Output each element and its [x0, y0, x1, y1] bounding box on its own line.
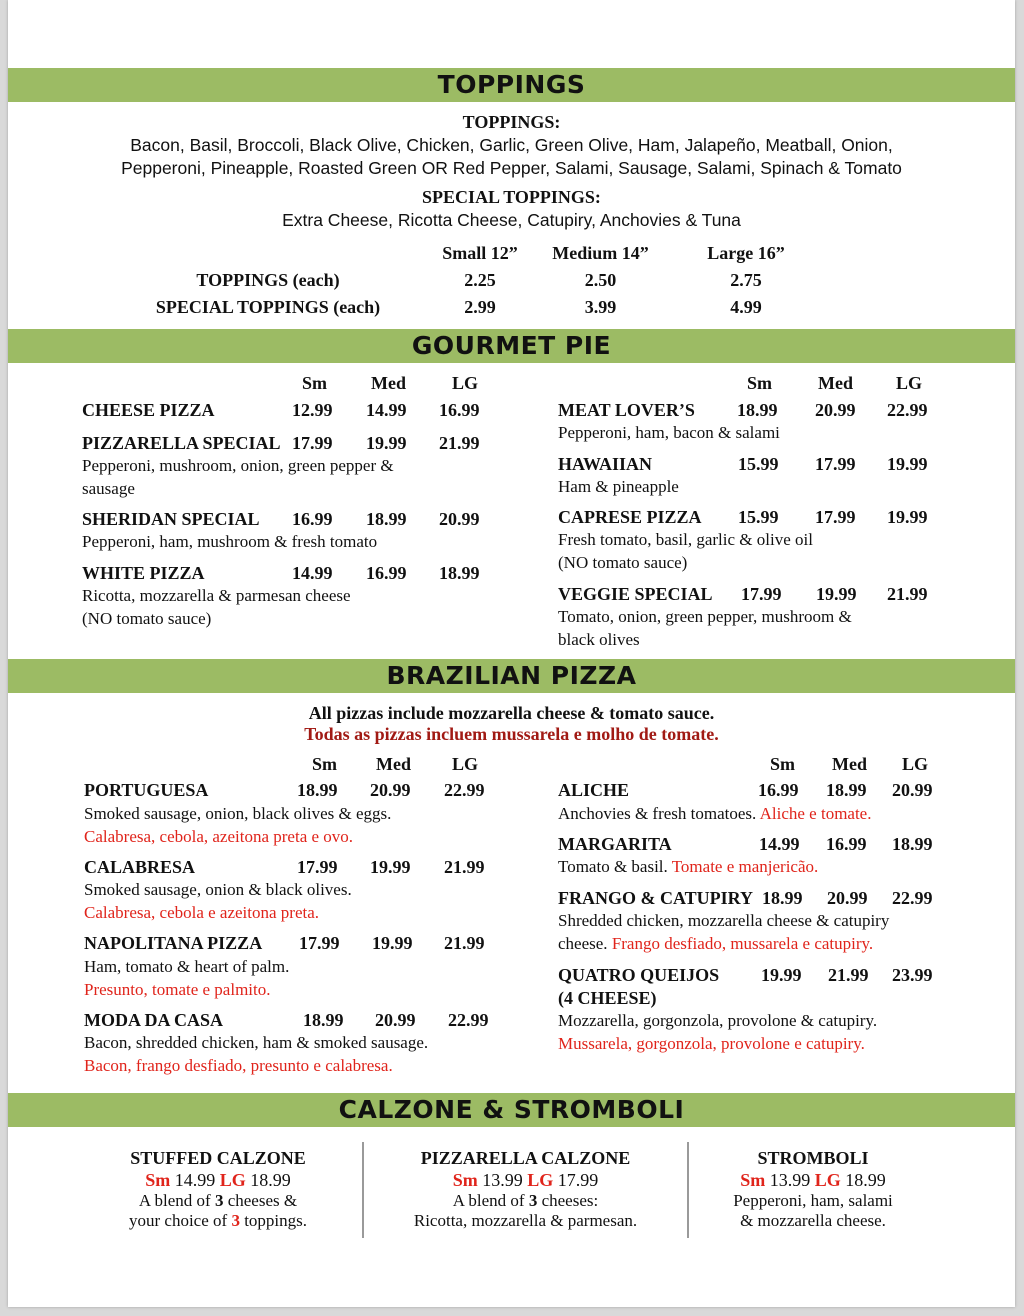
calzone-item-name: PIZZARELLA CALZONE	[420, 1148, 631, 1168]
price-lg: 22.99	[887, 400, 928, 420]
menu-item-desc: Pepperoni, mushroom, onion, green pepper &	[82, 456, 394, 475]
menu-item-desc: Fresh tomato, basil, garlic & olive oil	[558, 530, 813, 549]
calzone-item	[703, 1148, 923, 1231]
price-med: 19.99	[370, 857, 411, 877]
price-sm: 17.99	[292, 433, 333, 453]
price-lg: 21.99	[444, 857, 485, 877]
price-lg: 21.99	[444, 933, 485, 953]
menu-item-name: MODA DA CASA	[84, 1010, 224, 1030]
price-med: 20.99	[370, 780, 411, 800]
menu-item-desc: Ricotta, mozzarella & parmesan cheese	[82, 586, 351, 605]
calzone-section-title: CALZONE & STROMBOLI	[338, 1095, 685, 1124]
toppings-price-medium: 2.50	[584, 270, 617, 290]
gourmet-left-med-header: Med	[371, 373, 406, 393]
menu-item-desc-pt: Tomate e manjericão.	[671, 857, 819, 876]
special-toppings-list: Extra Cheese, Ricotta Cheese, Catupiry, Anchovies & Tuna	[282, 210, 741, 230]
size-sm-label: Sm	[740, 1170, 766, 1190]
toppings-header-bar	[8, 68, 1015, 102]
menu-item-name: NAPOLITANA PIZZA	[84, 933, 263, 953]
special-price-large: 4.99	[730, 297, 762, 317]
menu-item-desc: Pepperoni, ham, bacon & salami	[558, 423, 780, 442]
calzone-header-bar	[8, 1093, 1015, 1127]
menu-item-name: CHEESE PIZZA	[82, 400, 215, 420]
price-med: 18.99	[366, 509, 407, 529]
toppings-price-large: 2.75	[730, 270, 762, 290]
calzone-item	[98, 1148, 338, 1231]
brazilian-note-en: All pizzas include mozzarella cheese & tomato sauce.	[308, 703, 715, 723]
brazilian-header-bar	[8, 659, 1015, 693]
menu-item-desc: black olives	[558, 630, 640, 649]
price-lg: 18.99	[439, 563, 480, 583]
desc-text: A blend of	[452, 1191, 529, 1210]
price-lg: 20.99	[892, 780, 933, 800]
brazilian-right-lg-header: LG	[902, 754, 929, 774]
price-sm: 14.99	[174, 1170, 216, 1190]
price-med: 16.99	[826, 834, 867, 854]
price-med: 14.99	[366, 400, 407, 420]
desc-text: A blend of	[138, 1191, 215, 1210]
price-sm: 16.99	[758, 780, 799, 800]
special-price-medium: 3.99	[584, 297, 617, 317]
menu-item-name: FRANGO & CATUPIRY	[558, 888, 754, 908]
price-sm: 18.99	[297, 780, 338, 800]
menu-item-desc-pt: Bacon, frango desfiado, presunto e calabresa.	[84, 1056, 393, 1075]
gourmet-left-lg-header: LG	[452, 373, 479, 393]
price-lg: 18.99	[845, 1170, 886, 1190]
menu-item-desc-pt: Calabresa, cebola e azeitona preta.	[84, 903, 320, 922]
toppings-label: TOPPINGS:	[462, 112, 561, 132]
price-med: 20.99	[815, 400, 856, 420]
calzone-item-desc	[378, 1191, 673, 1211]
desc-text: cheeses:	[537, 1191, 599, 1210]
special-price-small: 2.99	[464, 297, 496, 317]
column-divider	[687, 1142, 689, 1238]
calzone-item-prices	[703, 1170, 923, 1191]
price-lg: 18.99	[892, 834, 933, 854]
size-sm-label: Sm	[145, 1170, 171, 1190]
price-sm: 12.99	[292, 400, 333, 420]
price-sm: 13.99	[482, 1170, 523, 1190]
toppings-list-line2: Pepperoni, Pineapple, Roasted Green OR Red Pepper, Salami, Sausage, Salami, Spinach & Tomato	[121, 158, 902, 178]
price-med: 20.99	[827, 888, 868, 908]
special-toppings-label: SPECIAL TOPPINGS:	[422, 187, 601, 207]
size-medium-header: Medium 14”	[552, 243, 649, 263]
menu-item-name: MARGARITA	[558, 834, 672, 854]
calzone-item-name: STUFFED CALZONE	[130, 1148, 306, 1168]
price-sm: 14.99	[292, 563, 333, 583]
price-sm: 13.99	[769, 1170, 811, 1190]
gourmet-right-lg-header: LG	[896, 373, 923, 393]
price-sm: 14.99	[759, 834, 800, 854]
brazilian-note-pt: Todas as pizzas incluem mussarela e molho de tomate.	[304, 724, 719, 744]
brazilian-right-sm-header: Sm	[770, 754, 796, 774]
price-lg: 22.99	[444, 780, 485, 800]
menu-item-name: QUATRO QUEIJOS	[558, 965, 720, 985]
menu-item-desc: Anchovies & fresh tomatoes.	[558, 804, 757, 823]
price-lg: 19.99	[887, 454, 928, 474]
menu-item-desc: Pepperoni, ham, mushroom & fresh tomato	[82, 532, 378, 551]
brazilian-section-title: BRAZILIAN PIZZA	[386, 661, 637, 690]
menu-item-name: WHITE PIZZA	[82, 563, 205, 583]
menu-item-name: CAPRESE PIZZA	[558, 507, 702, 527]
menu-item-desc: Mozzarella, gorgonzola, provolone & catupiry.	[558, 1011, 878, 1030]
toppings-section-title: TOPPINGS	[437, 70, 586, 99]
menu-item-desc: (NO tomato sauce)	[558, 553, 688, 572]
desc-text: cheeses &	[223, 1191, 298, 1210]
price-sm: 17.99	[299, 933, 340, 953]
menu-item-desc-pt: Frango desfiado, mussarela e catupiry.	[611, 934, 874, 953]
brazilian-left-med-header: Med	[376, 754, 411, 774]
menu-item-name-secondary: (4 CHEESE)	[558, 988, 657, 1008]
size-lg-label: LG	[527, 1170, 554, 1190]
price-sm: 15.99	[738, 507, 779, 527]
menu-item-desc-pt: Aliche e tomate.	[759, 804, 872, 823]
price-sm: 16.99	[292, 509, 333, 529]
gourmet-header-bar	[8, 329, 1015, 363]
gourmet-right-med-header: Med	[818, 373, 853, 393]
price-lg: 22.99	[448, 1010, 489, 1030]
menu-item-desc: Shredded chicken, mozzarella cheese & catupiry	[558, 911, 890, 930]
gourmet-left-sm-header: Sm	[302, 373, 328, 393]
calzone-item-prices	[98, 1170, 338, 1191]
menu-item-name: VEGGIE SPECIAL	[558, 584, 713, 604]
desc-number: 3	[231, 1211, 240, 1230]
price-lg: 20.99	[439, 509, 480, 529]
menu-item-desc-pt: Presunto, tomate e palmito.	[84, 980, 271, 999]
price-sm: 17.99	[741, 584, 782, 604]
calzone-item-desc: & mozzarella cheese.	[740, 1211, 886, 1230]
calzone-item	[378, 1148, 673, 1231]
price-sm: 19.99	[761, 965, 802, 985]
menu-item-desc: (NO tomato sauce)	[82, 609, 212, 628]
price-sm: 18.99	[762, 888, 803, 908]
price-lg: 16.99	[439, 400, 480, 420]
menu-item-name: PORTUGUESA	[84, 780, 209, 800]
menu-item-desc-line	[558, 934, 873, 954]
price-med: 20.99	[375, 1010, 416, 1030]
toppings-row-label: TOPPINGS (each)	[196, 270, 340, 290]
brazilian-left-sm-header: Sm	[312, 754, 338, 774]
calzone-item-desc	[98, 1211, 338, 1231]
price-med: 16.99	[366, 563, 407, 583]
calzone-item-name: STROMBOLI	[757, 1148, 869, 1168]
desc-number: 3	[528, 1191, 538, 1210]
menu-page	[8, 0, 1015, 1307]
calzone-item-desc: Ricotta, mozzarella & parmesan.	[413, 1211, 638, 1230]
gourmet-section-title: GOURMET PIE	[411, 331, 612, 360]
menu-item-desc: Smoked sausage, onion, black olives & eggs.	[84, 804, 392, 823]
size-large-header: Large 16”	[707, 243, 785, 263]
menu-item-name: MEAT LOVER’S	[558, 400, 695, 420]
toppings-list-line1: Bacon, Basil, Broccoli, Black Olive, Chicken, Garlic, Green Olive, Ham, Jalapeño, Meatball, Onion,	[130, 135, 893, 155]
price-lg: 18.99	[250, 1170, 291, 1190]
menu-item-desc: cheese.	[558, 934, 608, 953]
price-med: 17.99	[815, 454, 856, 474]
menu-item-desc: Tomato, onion, green pepper, mushroom &	[558, 607, 852, 626]
price-lg: 19.99	[887, 507, 928, 527]
special-toppings-row-label: SPECIAL TOPPINGS (each)	[155, 297, 381, 317]
brazilian-right-med-header: Med	[832, 754, 867, 774]
menu-item-name: CALABRESA	[84, 857, 196, 877]
menu-item-desc: Smoked sausage, onion & black olives.	[84, 880, 352, 899]
menu-item-desc: Tomato & basil.	[558, 857, 668, 876]
toppings-price-small: 2.25	[464, 270, 496, 290]
price-med: 17.99	[815, 507, 856, 527]
menu-item-desc: Ham, tomato & heart of palm.	[84, 957, 290, 976]
price-sm: 15.99	[738, 454, 779, 474]
menu-item-desc-line	[558, 804, 871, 824]
size-small-header: Small 12”	[442, 243, 518, 263]
price-lg: 17.99	[557, 1170, 599, 1190]
calzone-item-prices	[378, 1170, 673, 1191]
calzone-item-desc	[98, 1191, 338, 1211]
price-med: 19.99	[816, 584, 857, 604]
price-lg: 23.99	[892, 965, 933, 985]
column-divider	[362, 1142, 364, 1238]
menu-item-desc: Ham & pineapple	[558, 477, 679, 496]
desc-text: toppings.	[239, 1211, 307, 1230]
size-sm-label: Sm	[452, 1170, 478, 1190]
price-lg: 21.99	[887, 584, 928, 604]
brazilian-left-lg-header: LG	[452, 754, 479, 774]
menu-item-desc-pt: Calabresa, cebola, azeitona preta e ovo.	[84, 827, 354, 846]
price-sm: 17.99	[297, 857, 338, 877]
calzone-item-desc: Pepperoni, ham, salami	[733, 1191, 893, 1210]
menu-item-desc: Bacon, shredded chicken, ham & smoked sausage.	[84, 1033, 429, 1052]
size-lg-label: LG	[814, 1170, 841, 1190]
gourmet-right-sm-header: Sm	[747, 373, 773, 393]
desc-number: 3	[214, 1191, 224, 1210]
price-med: 19.99	[372, 933, 413, 953]
desc-text: your choice of	[129, 1211, 232, 1230]
price-sm: 18.99	[303, 1010, 344, 1030]
size-lg-label: LG	[219, 1170, 246, 1190]
menu-item-name: ALICHE	[558, 780, 630, 800]
price-med: 19.99	[366, 433, 407, 453]
price-lg: 21.99	[439, 433, 480, 453]
menu-item-desc-pt: Mussarela, gorgonzola, provolone e catupiry.	[558, 1034, 865, 1053]
price-med: 18.99	[826, 780, 867, 800]
menu-item-name: PIZZARELLA SPECIAL	[82, 433, 281, 453]
price-med: 21.99	[828, 965, 869, 985]
menu-item-desc-line	[558, 857, 818, 877]
menu-item-desc: sausage	[82, 479, 135, 498]
menu-item-name: HAWAIIAN	[558, 454, 653, 474]
menu-item-name: SHERIDAN SPECIAL	[82, 509, 260, 529]
price-sm: 18.99	[737, 400, 778, 420]
price-lg: 22.99	[892, 888, 933, 908]
